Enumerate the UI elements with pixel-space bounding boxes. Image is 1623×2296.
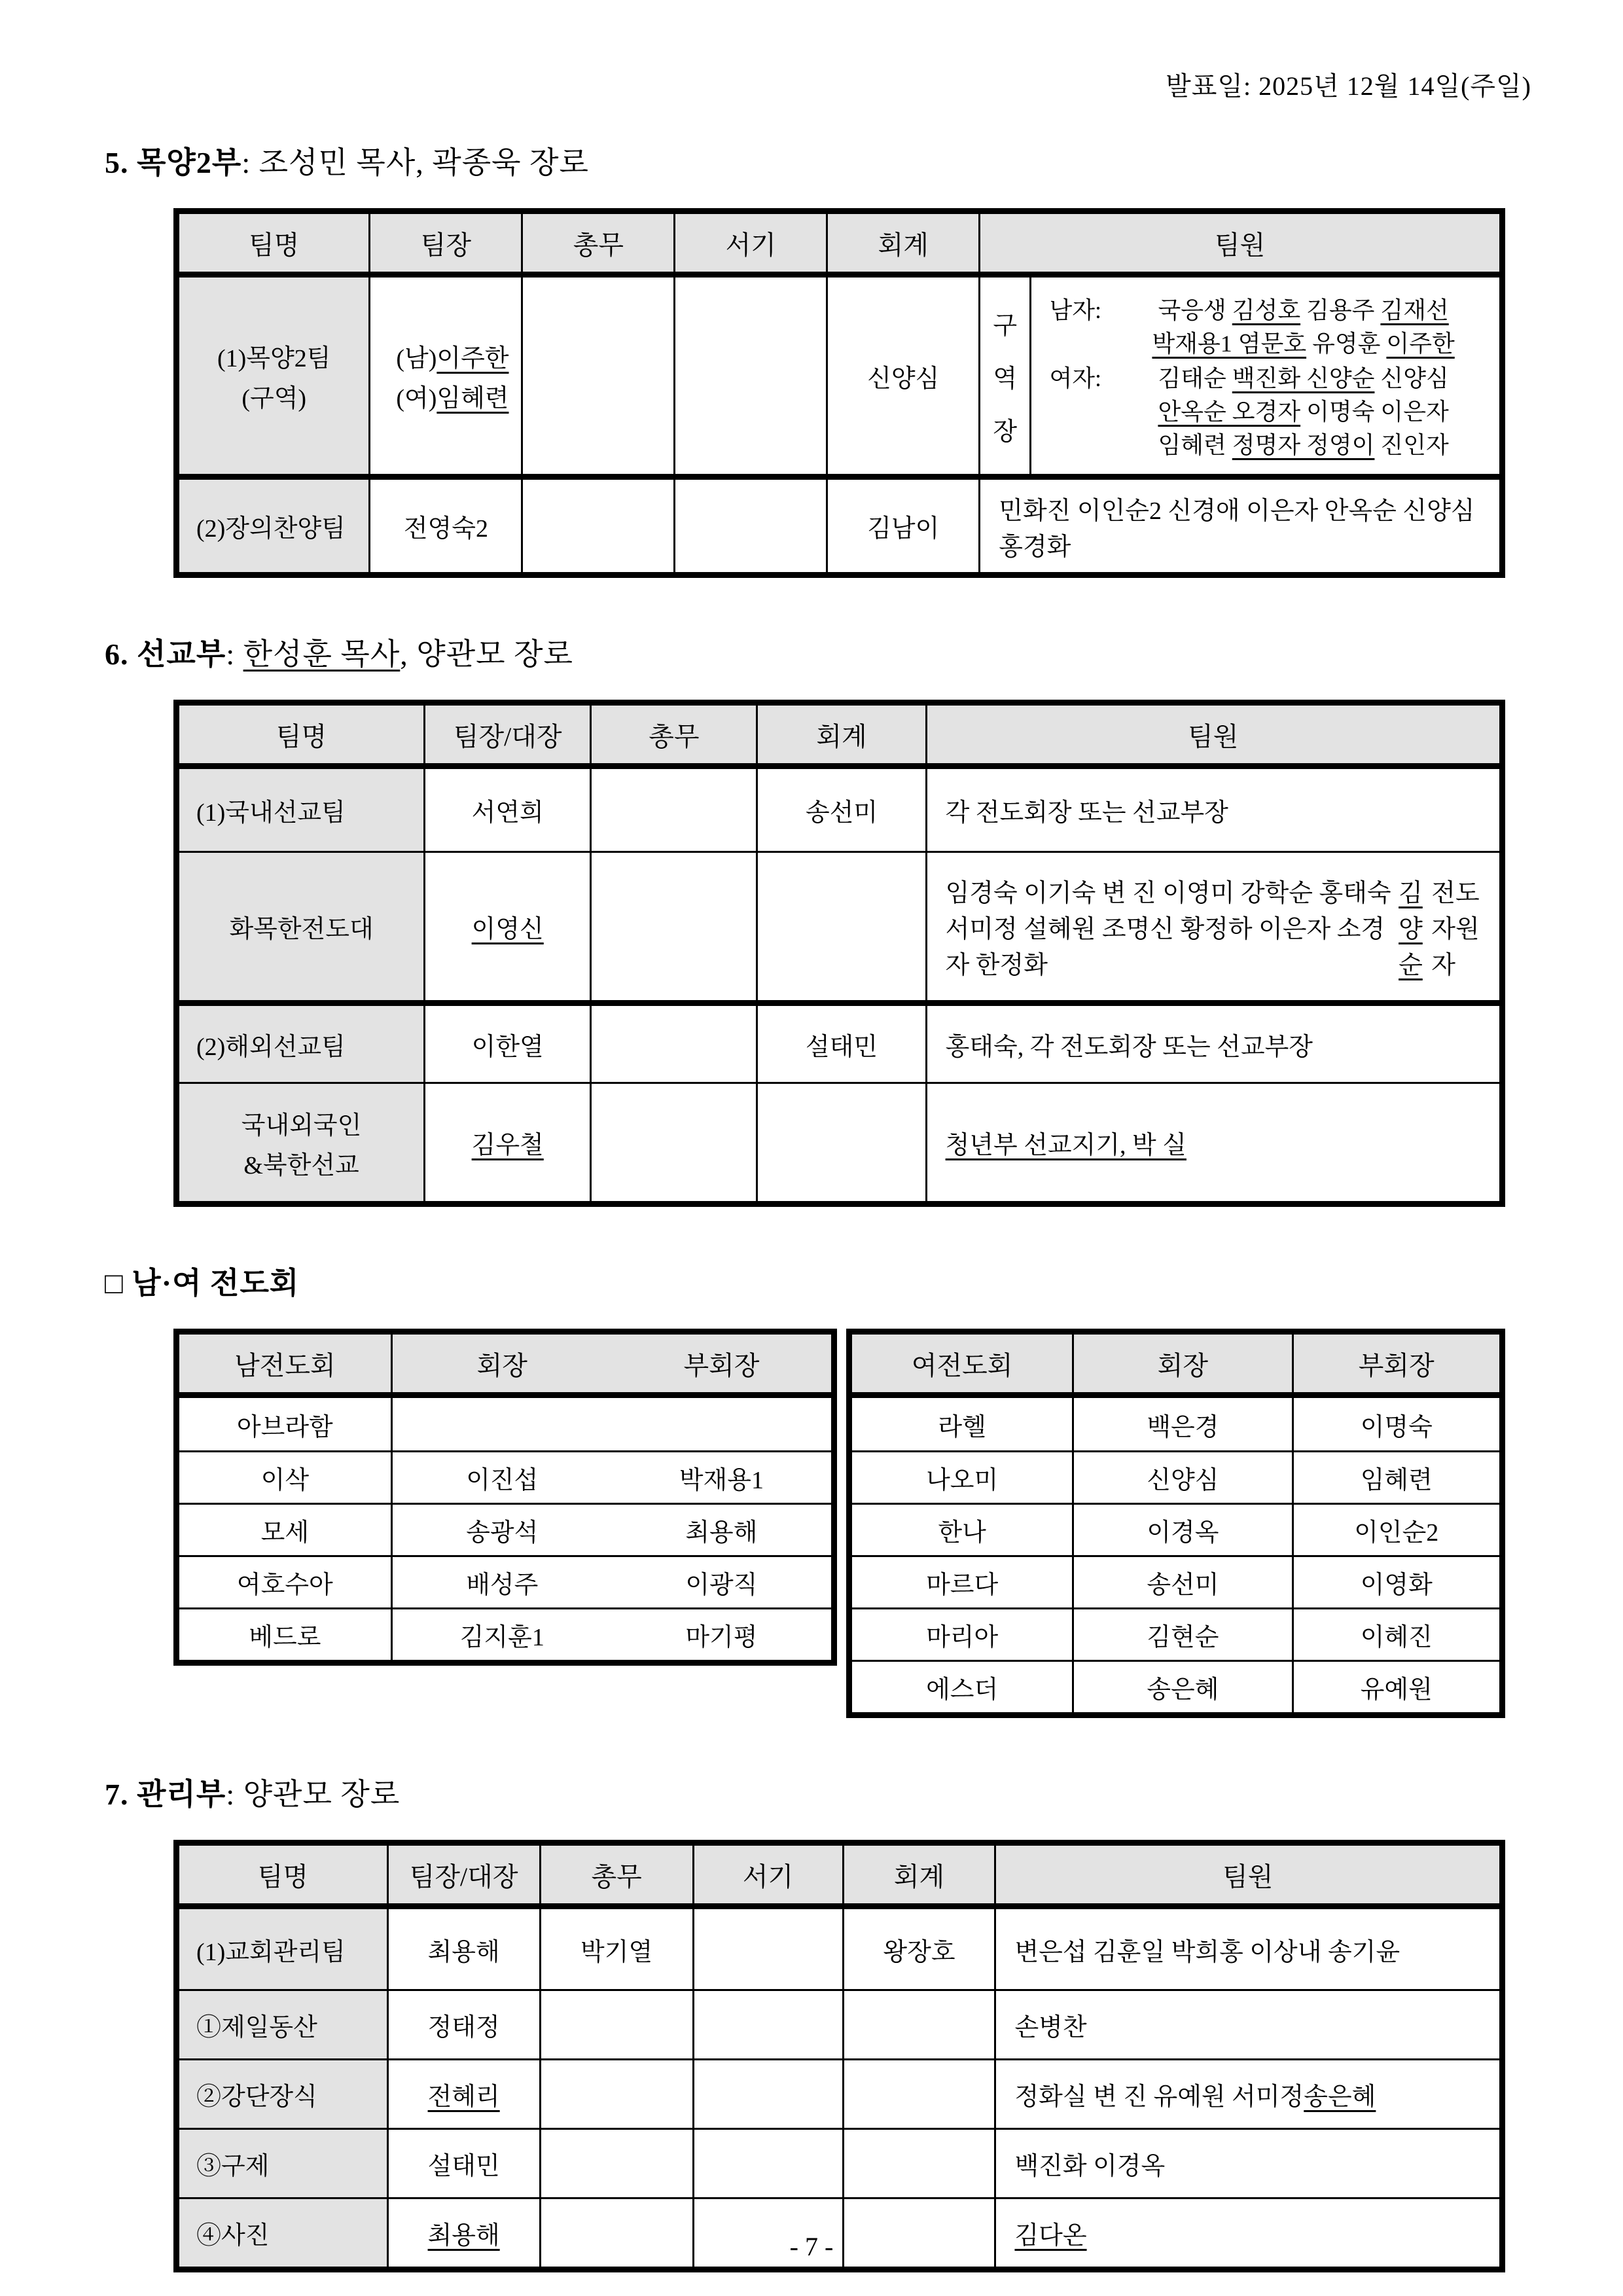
team-leader-cell	[368, 278, 521, 474]
accountant-cell: 송선미	[756, 769, 925, 851]
team-name-cell: (2)해외선교팀	[179, 1006, 423, 1082]
table-row	[179, 1082, 1499, 1201]
column-header: 팀장/대장	[423, 706, 590, 763]
empty-cell	[539, 2130, 692, 2197]
team-name-line: (1)목양2팀	[217, 345, 331, 372]
column-header: 팀원	[925, 706, 1499, 763]
column-header: 회계	[756, 706, 925, 763]
group-name-cell: 마르다	[926, 1571, 999, 1599]
table-row	[852, 1660, 1499, 1712]
empty-cell	[692, 1991, 842, 2058]
team-members-cell: 손병찬	[994, 1991, 1499, 2058]
male-members-group	[1039, 292, 1495, 359]
page-number: - 7 -	[789, 2232, 834, 2261]
empty-cell	[692, 2130, 842, 2197]
section6-heading-number: 6. 선교부	[105, 637, 226, 671]
chair-vice-cell	[391, 1557, 831, 1607]
table-row	[179, 278, 1499, 474]
member-line: 국응생 김성호 김용주 김재선	[1158, 296, 1449, 323]
team-leader-cell: 이한열	[423, 1006, 590, 1082]
team-name-line: &북한선교	[243, 1151, 359, 1179]
column-header: 서기	[673, 214, 826, 272]
column-header: 부회장	[1292, 1335, 1499, 1392]
team-leader-cell: 전혜리	[387, 2060, 539, 2128]
group-name-cell: 모세	[260, 1519, 310, 1547]
chair-vice-cell	[391, 1398, 831, 1450]
column-header: 팀장	[368, 214, 521, 272]
group-name-cell: 이삭	[260, 1467, 310, 1494]
team-name-cell: 화목한전도대	[179, 853, 423, 1000]
column-header: 여전도회	[911, 1350, 1013, 1380]
zone-char: 역	[993, 365, 1018, 393]
chair-cell: 송선미	[1072, 1557, 1291, 1607]
column-header: 팀명	[257, 1861, 308, 1892]
group-name-cell: 베드로	[249, 1624, 321, 1651]
chair-cell: 이경옥	[1072, 1505, 1291, 1555]
column-header: 부회장	[683, 1350, 760, 1380]
table-row	[852, 1503, 1499, 1555]
accountant-cell: 설태민	[756, 1006, 925, 1082]
team-name-cell: ①제일동산	[179, 1991, 387, 2058]
column-header: 팀원	[978, 214, 1499, 272]
table-row	[179, 1555, 831, 1607]
table-row	[852, 1555, 1499, 1607]
team-name-line: 국내외국인	[241, 1111, 362, 1139]
table-row	[179, 1450, 831, 1503]
team-name-cell: (2)장의찬양팀	[179, 480, 368, 572]
women-fellowship-table	[846, 1329, 1505, 1718]
section6-table	[173, 700, 1505, 1207]
section5-heading-number: 5. 목양2부	[105, 146, 242, 179]
team-name-cell: (1)국내선교팀	[179, 769, 423, 851]
vice-chair-cell: 이광직	[685, 1571, 758, 1599]
table-row	[852, 1398, 1499, 1450]
section6-heading	[105, 630, 1623, 673]
chair-cell: 이진섭	[466, 1467, 539, 1494]
section7-heading	[105, 1770, 1623, 1814]
team-members-cell	[978, 278, 1499, 474]
chair-cell: 김현순	[1072, 1609, 1291, 1660]
team-members-cell: 홍태숙, 각 전도회장 또는 선교부장	[925, 1006, 1499, 1082]
empty-cell	[756, 853, 925, 1000]
team-members-cell: 정화실 변 진 유예원 서미정 송은혜	[994, 2060, 1499, 2128]
member-line: 박재용1 염문호 유영훈 이주한	[1152, 330, 1455, 357]
female-label: 여자:	[1049, 365, 1102, 391]
table-row	[852, 1607, 1499, 1660]
team-members-cell: 변은섭 김훈일 박희홍 이상내 송기윤	[994, 1909, 1499, 1989]
leader-male: (남)이주한	[396, 345, 509, 372]
male-members	[1111, 292, 1495, 359]
accountant-cell: 왕장호	[842, 1909, 995, 1989]
table-row	[179, 1989, 1499, 2058]
chair-cell: 배성주	[466, 1571, 539, 1599]
chair-vice-cell	[391, 1505, 831, 1555]
column-header: 팀명	[276, 721, 327, 751]
section5-table-header-row	[179, 214, 1499, 278]
column-header: 총무	[521, 214, 673, 272]
group-name-cell: 에스더	[926, 1676, 999, 1704]
column-header: 총무	[590, 706, 756, 763]
chair-cell: 송광석	[466, 1519, 539, 1547]
group-name-cell: 아브라함	[236, 1413, 333, 1441]
table-row	[179, 2128, 1499, 2197]
section7-table-header-row	[179, 1846, 1499, 1909]
table-row	[179, 2058, 1499, 2128]
empty-cell	[673, 480, 826, 572]
team-name-cell: ④사진	[179, 2199, 387, 2267]
empty-cell	[590, 769, 756, 851]
team-name-cell	[179, 1084, 423, 1201]
chair-cell: 백은경	[1072, 1398, 1291, 1450]
chair-cell: 김지훈1	[459, 1624, 544, 1651]
team-members-cell: 임경숙 이기숙 변 진 이영미 강학순 홍태숙 서미정 설혜원 조명신 황정하 이은자 소경자 한정화 김양순 전도자원자	[925, 853, 1499, 1000]
section7-table	[173, 1840, 1505, 2272]
section5-heading	[105, 139, 1623, 182]
chair-vice-cell	[391, 1609, 831, 1660]
team-leader-cell: 이영신	[423, 853, 590, 1000]
column-header: 남전도회	[234, 1350, 336, 1380]
column-header: 서기	[692, 1846, 842, 1903]
table-row	[179, 1503, 831, 1555]
zone-char: 구	[993, 312, 1018, 340]
zone-leader-label	[980, 278, 1031, 474]
zone-char: 장	[993, 418, 1018, 446]
vice-chair-cell: 이혜진	[1292, 1609, 1499, 1660]
leader-female: (여)임혜련	[396, 385, 509, 412]
team-leader-cell: 서연희	[423, 769, 590, 851]
group-name-cell: 마리아	[926, 1624, 999, 1651]
group-name-cell: 한나	[938, 1519, 986, 1547]
table-row	[179, 851, 1499, 1000]
team-leader-cell: 최용해	[387, 2199, 539, 2267]
team-name-cell	[179, 278, 368, 474]
vice-chair-cell: 이명숙	[1292, 1398, 1499, 1450]
member-line: 안옥순 오경자 이명숙 이은자	[1158, 398, 1449, 425]
table-row	[179, 1607, 831, 1660]
empty-cell	[521, 278, 673, 474]
accountant-cell: 김남이	[826, 480, 978, 572]
female-members-group	[1039, 360, 1495, 460]
team-name-line: (구역)	[241, 385, 307, 412]
table-row	[179, 1909, 1499, 1989]
women-table-header-row	[852, 1335, 1499, 1398]
team-members-cell: 김다온	[994, 2199, 1499, 2267]
section6-heading-pastor: 한성훈 목사	[243, 637, 401, 671]
section6-heading-rest: , 양관모 장로	[400, 637, 573, 671]
secretary-general-cell: 박기열	[539, 1909, 692, 1989]
announce-date: 발표일: 2025년 12월 14일(주일)	[1166, 71, 1531, 101]
table-row	[179, 474, 1499, 572]
chair-vice-cell	[391, 1452, 831, 1503]
empty-cell	[842, 2060, 995, 2128]
empty-cell	[692, 2060, 842, 2128]
column-header: 팀장/대장	[387, 1846, 539, 1903]
fellowship-tables	[173, 1329, 1623, 1718]
team-leader-cell: 전영숙2	[368, 480, 521, 572]
team-leader-cell: 김우철	[423, 1084, 590, 1201]
team-name-cell: ③구제	[179, 2130, 387, 2197]
empty-cell	[521, 480, 673, 572]
accountant-cell: 신양심	[826, 278, 978, 474]
section5-table	[173, 208, 1505, 578]
vice-chair-cell: 최용해	[685, 1519, 758, 1547]
fellowship-heading	[105, 1259, 1623, 1302]
empty-cell	[842, 2130, 995, 2197]
column-header: 회장	[1072, 1335, 1291, 1392]
section6-heading-colon: :	[226, 637, 243, 671]
vice-chair-cell: 이인순2	[1292, 1505, 1499, 1555]
checkbox-square-icon: □	[105, 1266, 124, 1300]
empty-cell	[673, 278, 826, 474]
men-table-header-row	[179, 1335, 831, 1398]
table-row	[179, 1000, 1499, 1082]
column-header: 회계	[842, 1846, 995, 1903]
chair-cell: 신양심	[1072, 1452, 1291, 1503]
team-members-cell: 각 전도회장 또는 선교부장	[925, 769, 1499, 851]
team-members-cell: 청년부 선교지기, 박 실	[925, 1084, 1499, 1201]
group-name-cell: 나오미	[926, 1467, 999, 1494]
vice-chair-cell: 임혜련	[1292, 1452, 1499, 1503]
vice-chair-cell: 마기평	[685, 1624, 758, 1651]
empty-cell	[539, 2060, 692, 2128]
group-name-cell: 여호수아	[236, 1571, 333, 1599]
female-members	[1111, 360, 1495, 460]
empty-cell	[692, 1909, 842, 1989]
section5-heading-rest: : 조성민 목사, 곽종욱 장로	[241, 146, 589, 179]
group-name-cell: 라헬	[938, 1413, 986, 1441]
vice-chair-cell: 유예원	[1292, 1662, 1499, 1712]
fellowship-heading-text: 남·여 전도회	[132, 1266, 300, 1300]
section6-table-header-row	[179, 706, 1499, 769]
empty-cell	[539, 1991, 692, 2058]
vice-chair-cell: 박재용1	[679, 1467, 764, 1494]
team-name-cell: ②강단장식	[179, 2060, 387, 2128]
chair-cell: 송은혜	[1072, 1662, 1291, 1712]
male-label: 남자:	[1049, 296, 1102, 323]
column-header: 팀원	[994, 1846, 1499, 1903]
column-header: 팀명	[249, 230, 300, 260]
team-leader-cell: 설태민	[387, 2130, 539, 2197]
section7-heading-rest: : 양관모 장로	[226, 1778, 401, 1811]
empty-cell	[842, 1991, 995, 2058]
table-row	[852, 1450, 1499, 1503]
team-leader-cell: 최용해	[387, 1909, 539, 1989]
table-row	[179, 769, 1499, 851]
member-line: 임혜련 정명자 정영이 진인자	[1158, 431, 1449, 458]
empty-cell	[590, 1006, 756, 1082]
member-line: 김태순 백진화 신양순 신양심	[1158, 365, 1449, 391]
section7-heading-number: 7. 관리부	[105, 1778, 226, 1811]
vice-chair-cell: 이영화	[1292, 1557, 1499, 1607]
column-header: 회계	[826, 214, 978, 272]
team-members-cell: 백진화 이경옥	[994, 2130, 1499, 2197]
team-members-cell: 민화진 이인순2 신경애 이은자 안옥순 신양심 홍경화	[978, 480, 1499, 572]
column-header: 총무	[539, 1846, 692, 1903]
team-name-cell: (1)교회관리팀	[179, 1909, 387, 1989]
empty-cell	[590, 853, 756, 1000]
empty-cell	[590, 1084, 756, 1201]
column-header: 회장	[476, 1350, 527, 1380]
empty-cell	[756, 1084, 925, 1201]
column-header-pair	[391, 1335, 831, 1392]
member-groups	[1031, 278, 1499, 474]
team-leader-cell: 정태정	[387, 1991, 539, 2058]
table-row	[179, 1398, 831, 1450]
men-fellowship-table	[173, 1329, 837, 1666]
